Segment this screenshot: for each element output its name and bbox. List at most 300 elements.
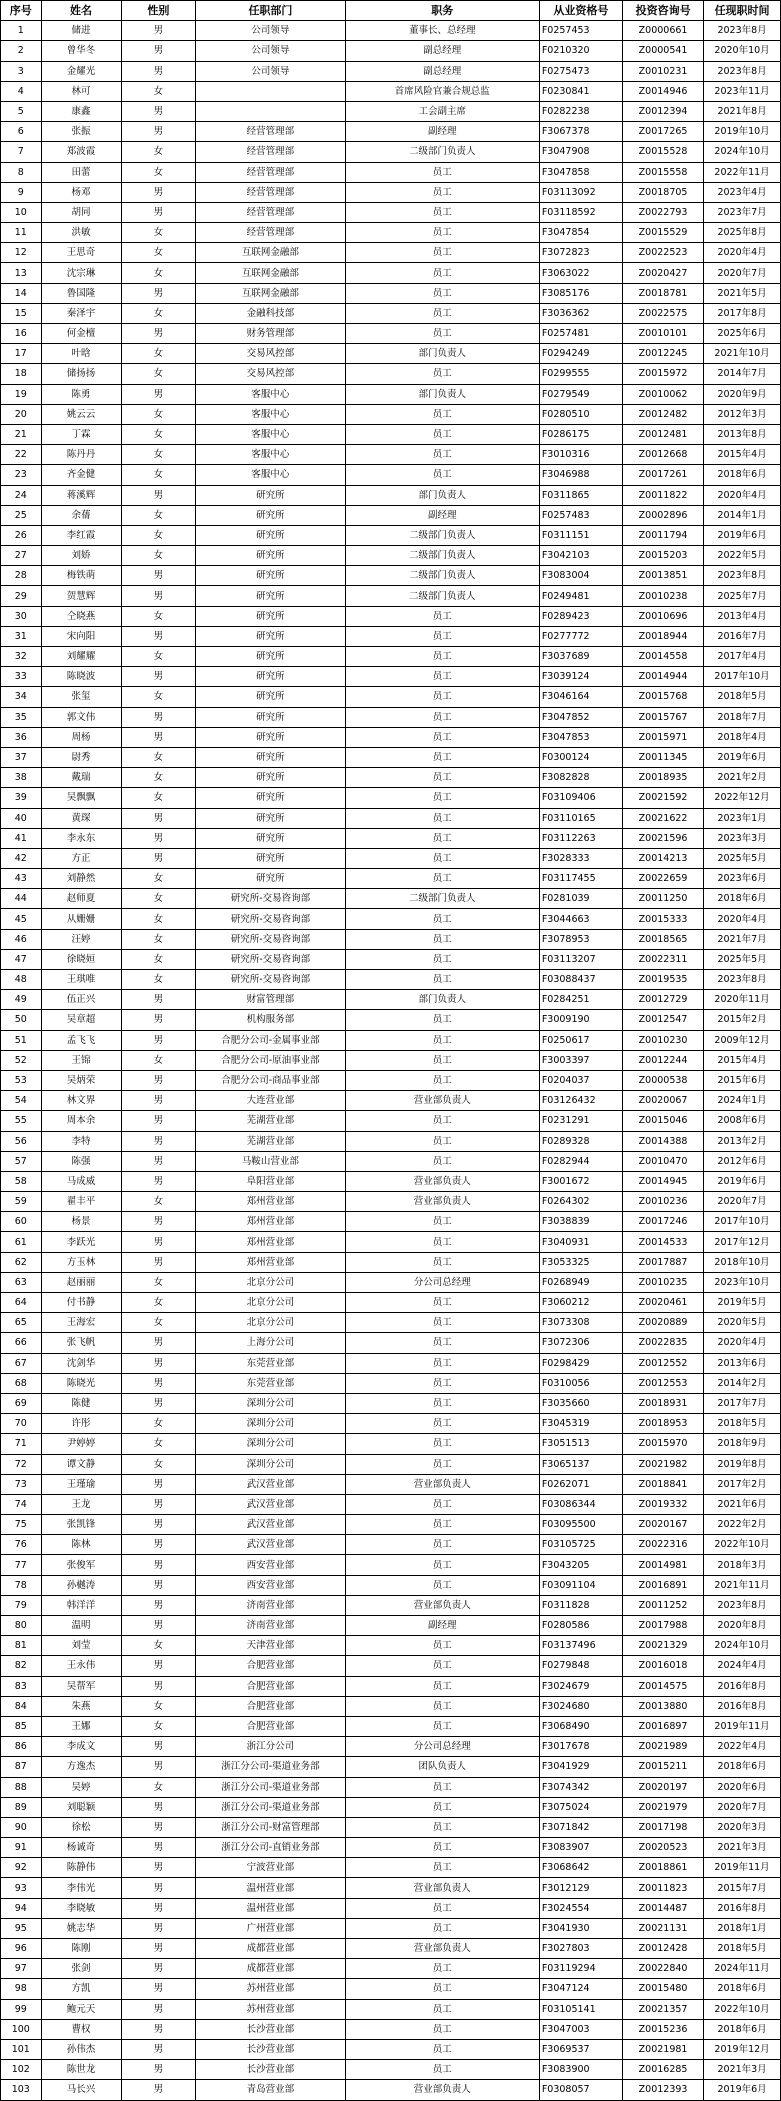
cell-appointment-date: 2022年11月 <box>704 162 781 182</box>
cell-index: 27 <box>1 546 42 566</box>
cell-license-no: F0257481 <box>539 324 622 344</box>
table-row <box>1 1212 781 1232</box>
cell-department: 经营管理部 <box>196 202 345 222</box>
cell-department: 客服中心 <box>196 404 345 424</box>
cell-department: 郑州营业部 <box>196 1192 345 1212</box>
table-row <box>1 1010 781 1030</box>
cell-appointment-date: 2021年5月 <box>704 283 781 303</box>
cell-appointment-date: 2018年6月 <box>704 889 781 909</box>
cell-index: 29 <box>1 586 42 606</box>
cell-appointment-date: 2020年10月 <box>704 41 781 61</box>
table-row <box>1 1171 781 1191</box>
cell-name: 王海宏 <box>41 1313 121 1333</box>
cell-license-no: F0311151 <box>539 525 622 545</box>
cell-gender: 女 <box>121 1192 196 1212</box>
cell-department: 研究所-交易咨询部 <box>196 929 345 949</box>
cell-gender: 女 <box>121 970 196 990</box>
cell-advisory-no: Z0012481 <box>623 424 704 444</box>
cell-index: 11 <box>1 223 42 243</box>
cell-gender: 男 <box>121 202 196 222</box>
cell-advisory-no: Z0014558 <box>623 647 704 667</box>
cell-advisory-no: Z0021979 <box>623 1797 704 1817</box>
table-row <box>1 889 781 909</box>
table-row <box>1 1979 781 1999</box>
table-row <box>1 41 781 61</box>
cell-advisory-no: Z0011250 <box>623 889 704 909</box>
cell-license-no: F0268949 <box>539 1272 622 1292</box>
cell-index: 82 <box>1 1656 42 1676</box>
cell-position: 员工 <box>345 1555 539 1575</box>
cell-name: 黄琛 <box>41 808 121 828</box>
cell-gender: 女 <box>121 929 196 949</box>
table-row <box>1 81 781 101</box>
cell-advisory-no: Z0011252 <box>623 1595 704 1615</box>
cell-position: 员工 <box>345 1030 539 1050</box>
cell-position: 营业部负责人 <box>345 2080 539 2100</box>
cell-license-no: F0250617 <box>539 1030 622 1050</box>
cell-name: 张振 <box>41 122 121 142</box>
table-row <box>1 1151 781 1171</box>
table-row <box>1 485 781 505</box>
cell-license-no: F3010316 <box>539 445 622 465</box>
table-row <box>1 768 781 788</box>
table-row <box>1 1050 781 1070</box>
table-row <box>1 303 781 323</box>
cell-advisory-no: Z0010696 <box>623 606 704 626</box>
cell-department: 长沙营业部 <box>196 2039 345 2059</box>
cell-advisory-no: Z0021329 <box>623 1636 704 1656</box>
cell-index: 50 <box>1 1010 42 1030</box>
cell-gender: 女 <box>121 788 196 808</box>
cell-gender: 女 <box>121 869 196 889</box>
cell-index: 22 <box>1 445 42 465</box>
cell-gender: 男 <box>121 1353 196 1373</box>
cell-advisory-no: Z0015970 <box>623 1434 704 1454</box>
cell-department: 浙江分公司 <box>196 1737 345 1757</box>
cell-index: 70 <box>1 1414 42 1434</box>
cell-name: 何金檀 <box>41 324 121 344</box>
cell-appointment-date: 2018年6月 <box>704 2019 781 2039</box>
cell-appointment-date: 2022年12月 <box>704 788 781 808</box>
cell-appointment-date: 2022年10月 <box>704 1999 781 2019</box>
cell-name: 洪敏 <box>41 223 121 243</box>
cell-index: 23 <box>1 465 42 485</box>
cell-advisory-no: Z0010236 <box>623 1192 704 1212</box>
cell-name: 韩洋洋 <box>41 1595 121 1615</box>
cell-appointment-date: 2018年5月 <box>704 687 781 707</box>
cell-license-no: F3073308 <box>539 1313 622 1333</box>
cell-department: 交易风控部 <box>196 344 345 364</box>
cell-license-no: F0279549 <box>539 384 622 404</box>
cell-license-no: F3001672 <box>539 1171 622 1191</box>
cell-gender: 男 <box>121 1817 196 1837</box>
cell-appointment-date: 2018年6月 <box>704 1979 781 1999</box>
cell-license-no: F3040931 <box>539 1232 622 1252</box>
cell-index: 9 <box>1 182 42 202</box>
cell-department: 合肥分公司-商品事业部 <box>196 1070 345 1090</box>
header-appointment-date: 任现职时间 <box>704 1 781 21</box>
cell-name: 宋向阳 <box>41 626 121 646</box>
table-row <box>1 505 781 525</box>
cell-name: 刘耀耀 <box>41 647 121 667</box>
cell-index: 54 <box>1 1091 42 1111</box>
cell-gender: 女 <box>121 1050 196 1070</box>
cell-license-no: F3085176 <box>539 283 622 303</box>
table-row <box>1 808 781 828</box>
cell-gender: 男 <box>121 727 196 747</box>
cell-name: 康鑫 <box>41 101 121 121</box>
cell-name: 吴章超 <box>41 1010 121 1030</box>
table-row <box>1 1454 781 1474</box>
table-row <box>1 606 781 626</box>
cell-name: 吴婷 <box>41 1777 121 1797</box>
cell-gender: 女 <box>121 344 196 364</box>
cell-appointment-date: 2023年1月 <box>704 808 781 828</box>
cell-department: 武汉营业部 <box>196 1494 345 1514</box>
cell-name: 鲁国隆 <box>41 283 121 303</box>
cell-license-no: F3083900 <box>539 2060 622 2080</box>
cell-advisory-no: Z0011794 <box>623 525 704 545</box>
cell-gender: 男 <box>121 1555 196 1575</box>
table-row <box>1 465 781 485</box>
cell-name: 李成文 <box>41 1737 121 1757</box>
cell-advisory-no: Z0011823 <box>623 1878 704 1898</box>
cell-gender: 男 <box>121 1070 196 1090</box>
cell-license-no: F3068642 <box>539 1858 622 1878</box>
cell-advisory-no: Z0002896 <box>623 505 704 525</box>
cell-gender: 男 <box>121 1676 196 1696</box>
cell-department: 研究所 <box>196 768 345 788</box>
cell-department: 武汉营业部 <box>196 1535 345 1555</box>
cell-name: 蒋溪辉 <box>41 485 121 505</box>
cell-name: 刘莹 <box>41 1636 121 1656</box>
cell-department: 东莞营业部 <box>196 1353 345 1373</box>
cell-name: 杨邓 <box>41 182 121 202</box>
cell-advisory-no: Z0015480 <box>623 1979 704 1999</box>
cell-name: 刘静然 <box>41 869 121 889</box>
cell-gender: 女 <box>121 445 196 465</box>
cell-gender: 男 <box>121 2080 196 2100</box>
cell-index: 64 <box>1 1293 42 1313</box>
cell-license-no: F0264302 <box>539 1192 622 1212</box>
cell-index: 87 <box>1 1757 42 1777</box>
cell-index: 30 <box>1 606 42 626</box>
cell-name: 方凯 <box>41 1979 121 1999</box>
cell-advisory-no: Z0019535 <box>623 970 704 990</box>
cell-index: 96 <box>1 1939 42 1959</box>
cell-advisory-no: Z0012394 <box>623 101 704 121</box>
cell-index: 44 <box>1 889 42 909</box>
table-row <box>1 525 781 545</box>
cell-name: 王思奇 <box>41 243 121 263</box>
cell-appointment-date: 2019年6月 <box>704 525 781 545</box>
cell-appointment-date: 2023年4月 <box>704 182 781 202</box>
cell-name: 周本余 <box>41 1111 121 1131</box>
cell-advisory-no: Z0018841 <box>623 1474 704 1494</box>
cell-index: 47 <box>1 949 42 969</box>
cell-index: 85 <box>1 1716 42 1736</box>
cell-position: 员工 <box>345 2019 539 2039</box>
table-row <box>1 324 781 344</box>
table-row <box>1 1716 781 1736</box>
cell-appointment-date: 2025年7月 <box>704 586 781 606</box>
cell-index: 37 <box>1 747 42 767</box>
cell-name: 陈林 <box>41 1535 121 1555</box>
cell-position: 副经理 <box>345 505 539 525</box>
cell-department: 深圳分公司 <box>196 1454 345 1474</box>
cell-appointment-date: 2015年2月 <box>704 1010 781 1030</box>
cell-license-no: F0311865 <box>539 485 622 505</box>
cell-position: 员工 <box>345 1858 539 1878</box>
cell-department: 郑州营业部 <box>196 1212 345 1232</box>
table-row <box>1 1575 781 1595</box>
header-department: 任职部门 <box>196 1 345 21</box>
cell-position: 副经理 <box>345 1616 539 1636</box>
cell-department: 青岛营业部 <box>196 2080 345 2100</box>
cell-gender: 女 <box>121 687 196 707</box>
cell-gender: 男 <box>121 2039 196 2059</box>
table-row <box>1 445 781 465</box>
cell-advisory-no: Z0022311 <box>623 949 704 969</box>
cell-advisory-no: Z0015529 <box>623 223 704 243</box>
cell-gender: 男 <box>121 828 196 848</box>
cell-name: 刘聪颖 <box>41 1797 121 1817</box>
cell-position: 首席风险官兼合规总监 <box>345 81 539 101</box>
cell-name: 徐晓姮 <box>41 949 121 969</box>
table-row <box>1 848 781 868</box>
cell-department: 研究所 <box>196 626 345 646</box>
cell-index: 91 <box>1 1838 42 1858</box>
table-row <box>1 1070 781 1090</box>
cell-department: 浙江分公司-渠道业务部 <box>196 1757 345 1777</box>
cell-position: 员工 <box>345 324 539 344</box>
cell-department: 宁波营业部 <box>196 1858 345 1878</box>
cell-department: 研究所 <box>196 747 345 767</box>
cell-gender: 女 <box>121 525 196 545</box>
cell-license-no: F03117455 <box>539 869 622 889</box>
cell-index: 58 <box>1 1171 42 1191</box>
cell-license-no: F3044663 <box>539 909 622 929</box>
cell-appointment-date: 2019年11月 <box>704 1716 781 1736</box>
cell-name: 周杨 <box>41 727 121 747</box>
cell-appointment-date: 2017年7月 <box>704 1393 781 1413</box>
cell-advisory-no: Z0021622 <box>623 808 704 828</box>
cell-department: 研究所 <box>196 525 345 545</box>
table-row <box>1 1999 781 2019</box>
cell-gender: 男 <box>121 566 196 586</box>
cell-index: 65 <box>1 1313 42 1333</box>
cell-advisory-no: Z0012668 <box>623 445 704 465</box>
cell-department: 北京分公司 <box>196 1313 345 1333</box>
table-row <box>1 1757 781 1777</box>
cell-index: 77 <box>1 1555 42 1575</box>
cell-appointment-date: 2021年6月 <box>704 1494 781 1514</box>
cell-license-no: F3041930 <box>539 1918 622 1938</box>
table-row <box>1 404 781 424</box>
cell-gender: 女 <box>121 404 196 424</box>
cell-department: 研究所 <box>196 707 345 727</box>
cell-name: 从姗姗 <box>41 909 121 929</box>
cell-license-no: F0281039 <box>539 889 622 909</box>
cell-appointment-date: 2024年11月 <box>704 1959 781 1979</box>
cell-license-no: F3035660 <box>539 1393 622 1413</box>
cell-name: 贺慧辉 <box>41 586 121 606</box>
cell-index: 83 <box>1 1676 42 1696</box>
cell-gender: 男 <box>121 1333 196 1353</box>
cell-appointment-date: 2018年4月 <box>704 727 781 747</box>
cell-license-no: F0257453 <box>539 21 622 41</box>
cell-advisory-no: Z0012547 <box>623 1010 704 1030</box>
cell-license-no: F03118592 <box>539 202 622 222</box>
cell-advisory-no: Z0015767 <box>623 707 704 727</box>
cell-name: 郭文伟 <box>41 707 121 727</box>
cell-license-no: F03110165 <box>539 808 622 828</box>
table-row <box>1 21 781 41</box>
cell-advisory-no: Z0021131 <box>623 1918 704 1938</box>
cell-license-no: F3069537 <box>539 2039 622 2059</box>
table-row <box>1 1293 781 1313</box>
table-row <box>1 869 781 889</box>
cell-advisory-no: Z0014388 <box>623 1131 704 1151</box>
cell-appointment-date: 2015年6月 <box>704 1070 781 1090</box>
cell-appointment-date: 2013年2月 <box>704 1131 781 1151</box>
cell-appointment-date: 2023年8月 <box>704 1595 781 1615</box>
cell-gender: 男 <box>121 1959 196 1979</box>
cell-advisory-no: Z0018781 <box>623 283 704 303</box>
cell-appointment-date: 2014年7月 <box>704 364 781 384</box>
cell-department: 合肥分公司-金属事业部 <box>196 1030 345 1050</box>
cell-appointment-date: 2019年8月 <box>704 1454 781 1474</box>
cell-index: 17 <box>1 344 42 364</box>
cell-name: 汪婷 <box>41 929 121 949</box>
cell-gender: 女 <box>121 303 196 323</box>
cell-advisory-no: Z0010470 <box>623 1151 704 1171</box>
cell-position: 员工 <box>345 1434 539 1454</box>
cell-department: 浙江分公司-财富管理部 <box>196 1817 345 1837</box>
cell-gender: 女 <box>121 606 196 626</box>
cell-department: 阜阳营业部 <box>196 1171 345 1191</box>
cell-name: 王娜 <box>41 1716 121 1736</box>
cell-gender: 男 <box>121 990 196 1010</box>
cell-appointment-date: 2015年4月 <box>704 445 781 465</box>
cell-index: 16 <box>1 324 42 344</box>
cell-appointment-date: 2025年8月 <box>704 223 781 243</box>
cell-position: 员工 <box>345 1898 539 1918</box>
cell-name: 王龙 <box>41 1494 121 1514</box>
cell-license-no: F3047908 <box>539 142 622 162</box>
cell-advisory-no: Z0018944 <box>623 626 704 646</box>
cell-appointment-date: 2023年8月 <box>704 61 781 81</box>
cell-license-no: F0284251 <box>539 990 622 1010</box>
cell-appointment-date: 2023年8月 <box>704 970 781 990</box>
cell-index: 12 <box>1 243 42 263</box>
cell-index: 13 <box>1 263 42 283</box>
cell-gender: 女 <box>121 263 196 283</box>
cell-gender: 男 <box>121 122 196 142</box>
cell-appointment-date: 2018年7月 <box>704 707 781 727</box>
cell-appointment-date: 2018年5月 <box>704 1939 781 1959</box>
cell-position: 员工 <box>345 1050 539 1070</box>
table-row <box>1 1696 781 1716</box>
cell-license-no: F3042103 <box>539 546 622 566</box>
cell-department: 芜湖营业部 <box>196 1111 345 1131</box>
cell-department: 客服中心 <box>196 384 345 404</box>
cell-gender: 男 <box>121 283 196 303</box>
cell-name: 曹权 <box>41 2019 121 2039</box>
cell-license-no: F0257483 <box>539 505 622 525</box>
cell-appointment-date: 2025年5月 <box>704 949 781 969</box>
cell-position: 工会副主席 <box>345 101 539 121</box>
cell-advisory-no: Z0019332 <box>623 1494 704 1514</box>
cell-appointment-date: 2024年10月 <box>704 1636 781 1656</box>
table-row <box>1 929 781 949</box>
cell-position: 员工 <box>345 1817 539 1837</box>
cell-license-no: F3067378 <box>539 122 622 142</box>
cell-appointment-date: 2020年6月 <box>704 1777 781 1797</box>
cell-advisory-no: Z0010101 <box>623 324 704 344</box>
cell-gender: 男 <box>121 1091 196 1111</box>
header-name: 姓名 <box>41 1 121 21</box>
table-row <box>1 1555 781 1575</box>
cell-position: 二级部门负责人 <box>345 142 539 162</box>
cell-department: 广州营业部 <box>196 1918 345 1938</box>
cell-department: 公司领导 <box>196 61 345 81</box>
cell-index: 36 <box>1 727 42 747</box>
cell-advisory-no: Z0014945 <box>623 1171 704 1191</box>
cell-appointment-date: 2022年4月 <box>704 1737 781 1757</box>
cell-advisory-no: Z0010238 <box>623 586 704 606</box>
cell-appointment-date: 2012年3月 <box>704 404 781 424</box>
cell-name: 杨诚奇 <box>41 1838 121 1858</box>
cell-position: 营业部负责人 <box>345 1192 539 1212</box>
cell-index: 42 <box>1 848 42 868</box>
cell-department: 经营管理部 <box>196 223 345 243</box>
cell-advisory-no: Z0012729 <box>623 990 704 1010</box>
cell-gender: 女 <box>121 162 196 182</box>
cell-index: 31 <box>1 626 42 646</box>
cell-department <box>196 101 345 121</box>
cell-license-no: F03126432 <box>539 1091 622 1111</box>
cell-position: 分公司总经理 <box>345 1272 539 1292</box>
cell-license-no: F03088437 <box>539 970 622 990</box>
cell-name: 赵丽丽 <box>41 1272 121 1292</box>
cell-advisory-no: Z0013851 <box>623 566 704 586</box>
cell-appointment-date: 2018年6月 <box>704 1757 781 1777</box>
table-row <box>1 1838 781 1858</box>
cell-license-no: F3003397 <box>539 1050 622 1070</box>
cell-advisory-no: Z0014946 <box>623 81 704 101</box>
cell-position: 员工 <box>345 303 539 323</box>
cell-gender: 男 <box>121 626 196 646</box>
cell-name: 胡同 <box>41 202 121 222</box>
cell-appointment-date: 2020年8月 <box>704 1616 781 1636</box>
cell-license-no: F3047854 <box>539 223 622 243</box>
cell-index: 21 <box>1 424 42 444</box>
cell-advisory-no: Z0018935 <box>623 768 704 788</box>
cell-advisory-no: Z0011345 <box>623 747 704 767</box>
cell-gender: 女 <box>121 768 196 788</box>
cell-gender: 男 <box>121 41 196 61</box>
cell-license-no: F03109406 <box>539 788 622 808</box>
cell-name: 徐松 <box>41 1817 121 1837</box>
cell-license-no: F03105141 <box>539 1999 622 2019</box>
cell-license-no: F0298429 <box>539 1353 622 1373</box>
cell-advisory-no: Z0015236 <box>623 2019 704 2039</box>
cell-position: 员工 <box>345 1979 539 1999</box>
cell-advisory-no: Z0015046 <box>623 1111 704 1131</box>
cell-advisory-no: Z0020167 <box>623 1515 704 1535</box>
cell-name: 郑波霞 <box>41 142 121 162</box>
